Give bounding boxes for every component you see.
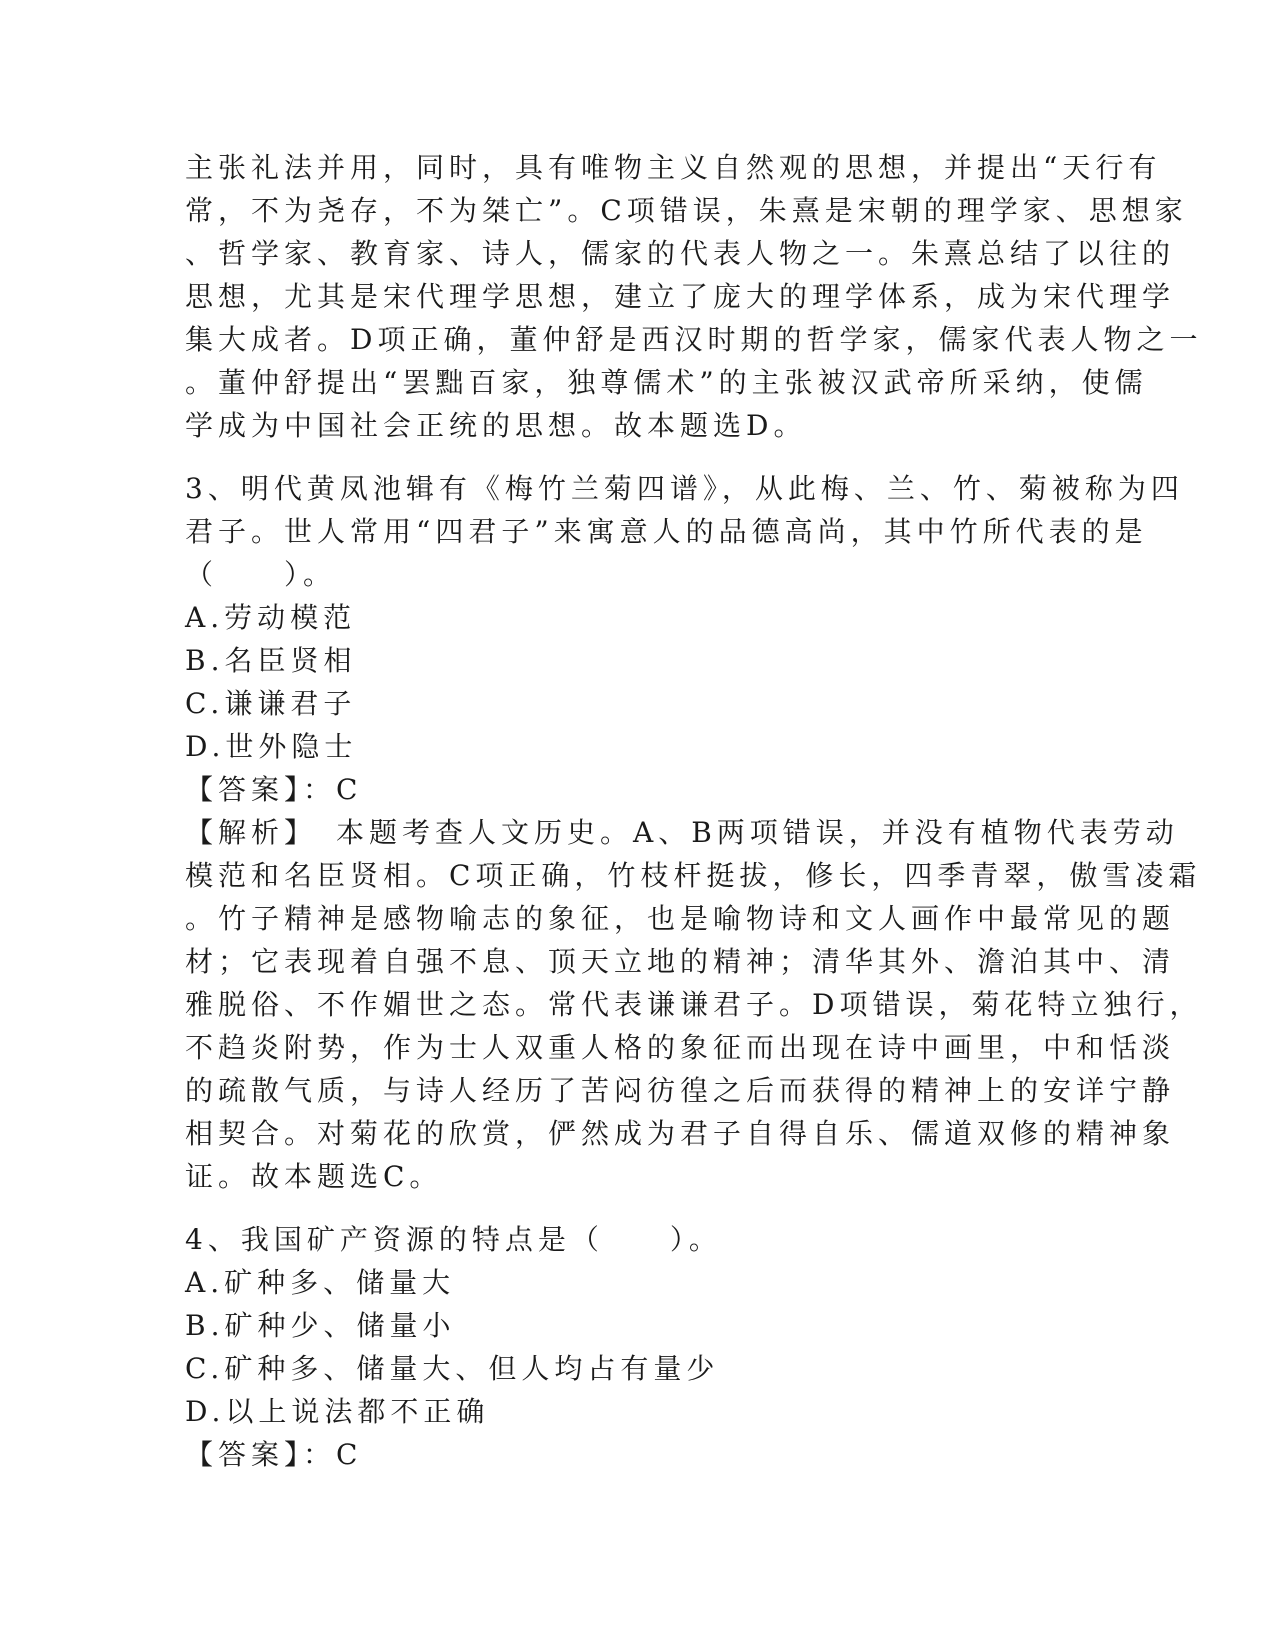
option-a: A.矿种多、储量大 [185, 1266, 456, 1299]
explanation-line: 的疏散气质，与诗人经历了苦闷彷徨之后而获得的精神上的安详宁静 [185, 1074, 1176, 1107]
spacer [185, 1198, 1090, 1218]
document-page [185, 146, 1203, 1476]
explanation-line: 【解析】 本题考查人文历史。A、B两项错误，并没有植物代表劳动 [185, 816, 1179, 849]
option-a: A.劳动模范 [185, 601, 357, 634]
explanation-line: 不趋炎附势，作为士人双重人格的象征而出现在诗中画里，中和恬淡 [185, 1031, 1176, 1064]
question-stem-line: 3、明代黄凤池辑有《梅竹兰菊四谱》，从此梅、兰、竹、菊被称为四 [185, 472, 1184, 505]
option-c: C.谦谦君子 [185, 687, 357, 720]
question-4 [185, 1218, 1090, 1476]
explanation-line: 证。故本题选C。 [185, 1160, 443, 1193]
option-d: D.世外隐士 [185, 730, 358, 763]
explanation-line: 雅脱俗、不作媚世之态。常代表谦谦君子。D项错误，菊花特立独行， [185, 988, 1203, 1021]
question-stem-line: 君子。世人常用“四君子”来寓意人的品德高尚，其中竹所代表的是 [185, 515, 1148, 548]
answer-line: 【答案】：C [185, 773, 363, 806]
text-line: 学成为中国社会正统的思想。故本题选D。 [185, 409, 807, 442]
question-stem-line: 4、我国矿产资源的特点是（ ）。 [185, 1223, 722, 1256]
option-c: C.矿种多、储量大、但人均占有量少 [185, 1352, 720, 1385]
explanation-line: 模范和名臣贤相。C项正确，竹枝杆挺拔，修长，四季青翠，傲雪凌霜 [185, 859, 1202, 892]
explanation-line: 材；它表现着自强不息、顶天立地的精神；清华其外、澹泊其中、清 [185, 945, 1176, 978]
option-b: B.名臣贤相 [185, 644, 357, 677]
previous-explanation [185, 146, 1203, 447]
option-b: B.矿种少、储量小 [185, 1309, 456, 1342]
text-line: 集大成者。D项正确，董仲舒是西汉时期的哲学家，儒家代表人物之一 [185, 323, 1203, 356]
text-line: 、哲学家、教育家、诗人，儒家的代表人物之一。朱熹总结了以往的 [185, 237, 1176, 270]
question-3 [185, 467, 1203, 1198]
question-stem-line: （ ）。 [185, 558, 337, 591]
spacer [185, 447, 1090, 467]
explanation-line: 相契合。对菊花的欣赏，俨然成为君子自得自乐、儒道双修的精神象 [185, 1117, 1176, 1150]
text-line: 思想，尤其是宋代理学思想，建立了庞大的理学体系，成为宋代理学 [185, 280, 1176, 313]
explanation-line: 。竹子精神是感物喻志的象征，也是喻物诗和文人画作中最常见的题 [185, 902, 1176, 935]
answer-line: 【答案】：C [185, 1438, 363, 1471]
text-line: 主张礼法并用，同时，具有唯物主义自然观的思想，并提出“天行有 [185, 151, 1162, 184]
text-line: 常，不为尧存，不为桀亡”。C项错误，朱熹是宋朝的理学家、思想家 [185, 194, 1188, 227]
text-line: 。董仲舒提出“罢黜百家，独尊儒术”的主张被汉武帝所采纳，使儒 [185, 366, 1148, 399]
option-d: D.以上说法都不正确 [185, 1395, 490, 1428]
